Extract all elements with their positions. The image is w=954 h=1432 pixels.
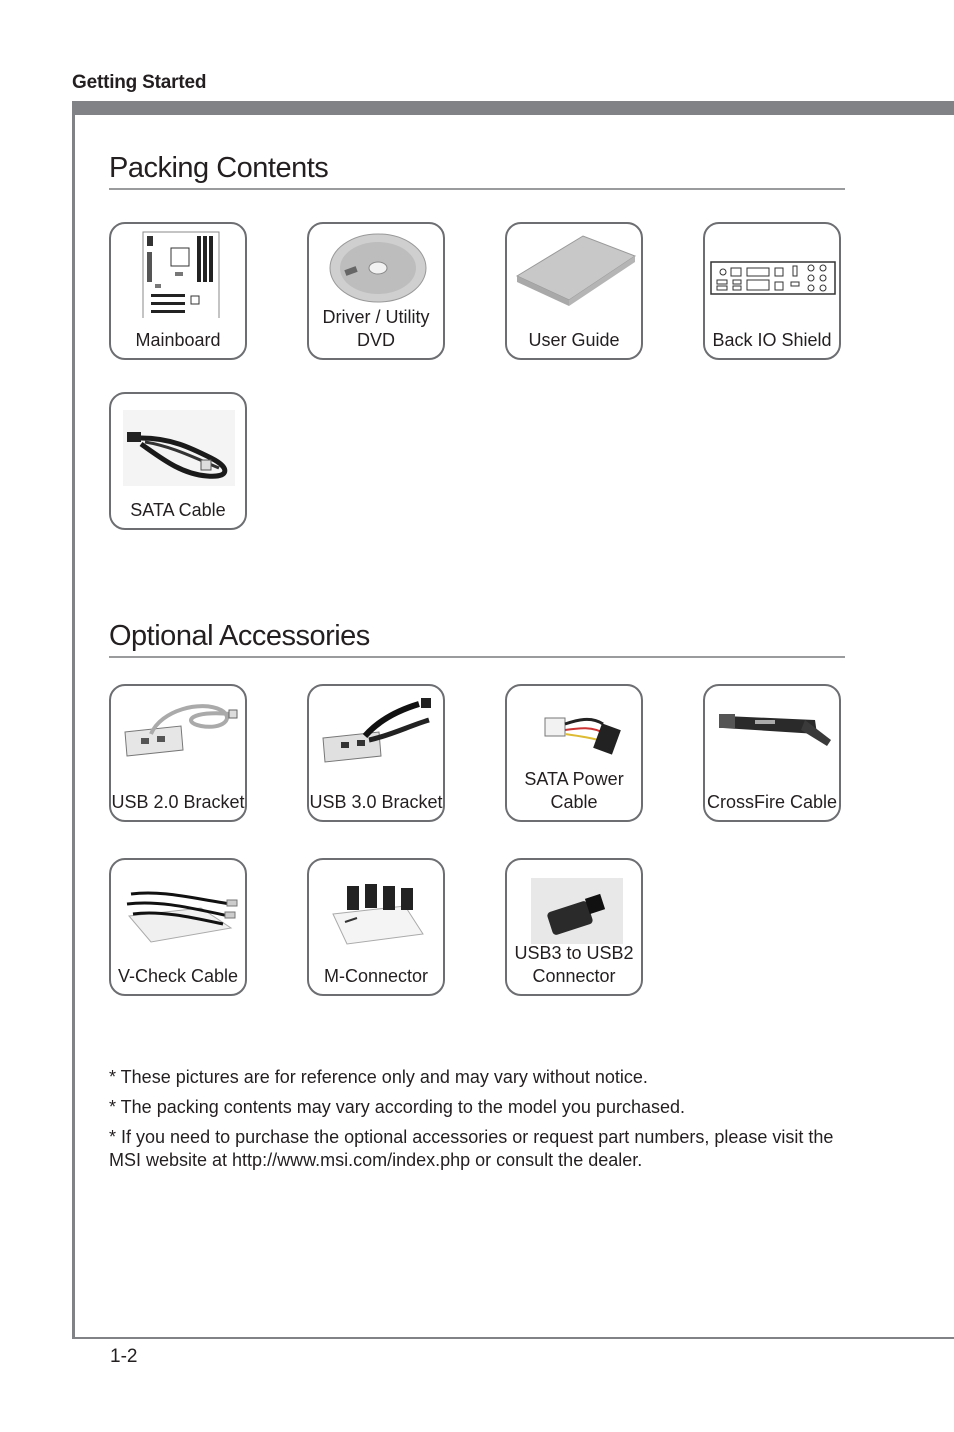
packing-item-sata-cable [109, 392, 247, 530]
item-label: CrossFire Cable [706, 792, 838, 812]
item-label: Driver / Utility DVD [322, 307, 430, 350]
item-label: SATA Cable [130, 500, 226, 520]
note-line: * These pictures are for reference only and may vary without notice. [109, 1067, 648, 1087]
note-line: * The packing contents may vary according to the model you purchased. [109, 1097, 685, 1117]
packing-contents-title: Packing Contents [109, 150, 845, 190]
optional-item-sata-power-cable [505, 684, 643, 822]
footer-rule [72, 1337, 954, 1339]
usb2-bracket-icon [111, 690, 245, 780]
item-label: M-Connector [323, 966, 429, 986]
crossfire-cable-icon [705, 690, 839, 780]
optional-item-usb2-bracket [109, 684, 247, 822]
user-guide-icon [507, 228, 641, 318]
packing-item-dvd [307, 222, 445, 360]
chapter-header: Getting Started [72, 72, 207, 93]
dvd-icon [309, 228, 443, 318]
io-shield-icon [705, 228, 839, 318]
optional-item-m-connector [307, 858, 445, 996]
optional-item-usb3-bracket [307, 684, 445, 822]
v-check-cable-icon [111, 864, 245, 954]
m-connector-icon [309, 864, 443, 954]
optional-accessories-title: Optional Accessories [109, 618, 845, 658]
optional-item-crossfire-cable [703, 684, 841, 822]
usb3-bracket-icon [309, 690, 443, 780]
optional-item-v-check-cable [109, 858, 247, 996]
sata-cable-icon [111, 398, 245, 488]
mainboard-icon [111, 228, 245, 318]
optional-item-usb3-to-usb2-connector [505, 858, 643, 996]
page-number: 1-2 [110, 1346, 138, 1367]
item-label: SATA Power Cable [524, 769, 624, 812]
note-line: * If you need to purchase the optional accessories or request part numbers, please visit the MSI website at http://www.msi.com/index.php or consult the dealer. [109, 1127, 834, 1170]
notes [109, 1066, 859, 1179]
item-label: Back IO Shield [712, 330, 832, 350]
sata-power-cable-icon [507, 690, 641, 780]
left-margin-rule [72, 101, 75, 1339]
packing-item-io-shield [703, 222, 841, 360]
item-label: V-Check Cable [117, 966, 239, 986]
item-label: USB 3.0 Bracket [309, 792, 443, 812]
packing-item-user-guide [505, 222, 643, 360]
item-label: User Guide [528, 330, 620, 350]
item-label: Mainboard [135, 330, 221, 350]
item-label: USB3 to USB2 Connector [514, 943, 634, 986]
packing-item-mainboard [109, 222, 247, 360]
header-rule [72, 101, 954, 115]
usb3-to-usb2-connector-icon [507, 864, 641, 954]
item-label: USB 2.0 Bracket [111, 792, 245, 812]
